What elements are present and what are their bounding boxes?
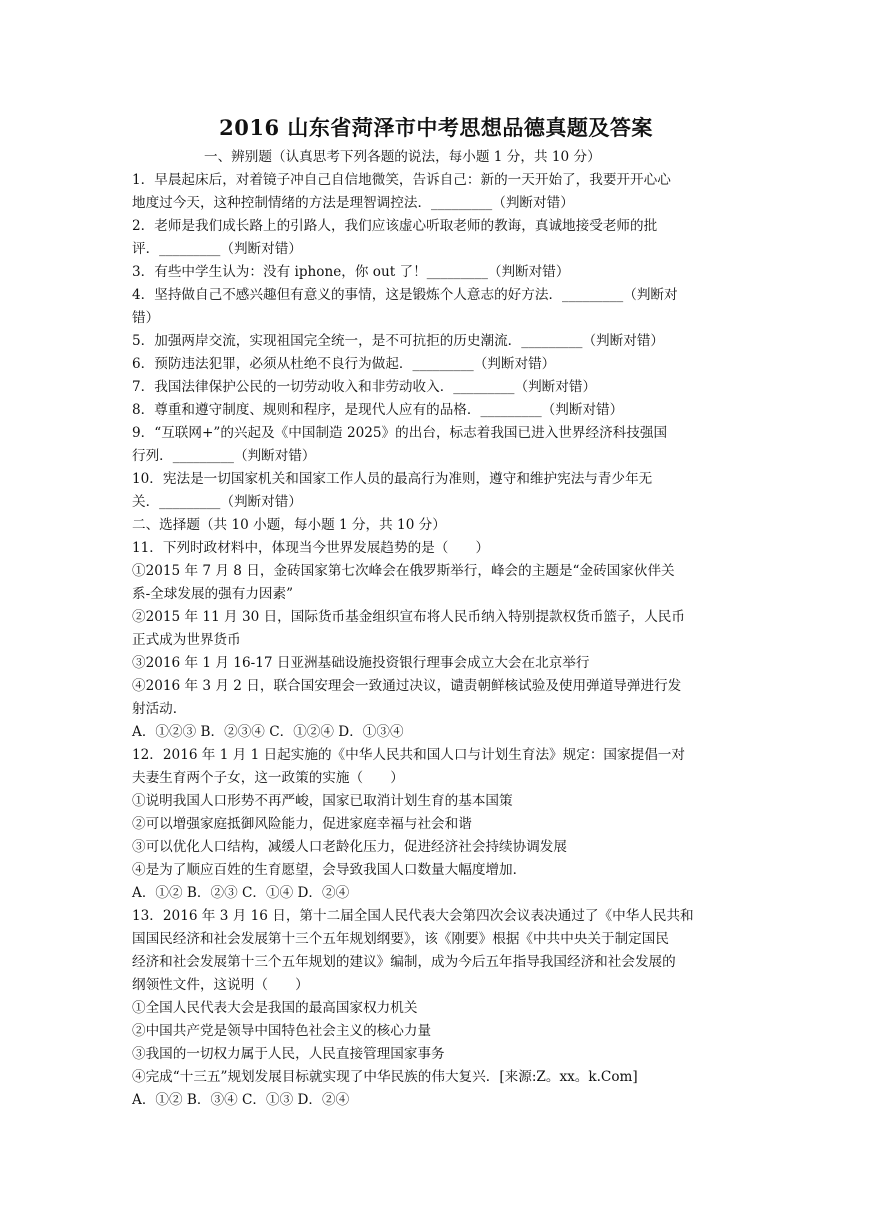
question-line: 纲领性文件，这说明（ ） (132, 977, 309, 993)
question-line: 系-全球发展的强有力因素” (132, 586, 294, 602)
question-line: 地度过今天，这种控制情绪的方法是理智调控法．_________（判断对错） (132, 195, 574, 211)
question-line: 9．“互联网+”的兴起及《中国制造 2025》的出台，标志着我国已进入世界经济科技强国 (132, 425, 668, 441)
question-line: 1．早晨起床后，对着镜子冲自己自信地微笑，告诉自己：新的一天开始了，我要开开心心 (132, 172, 671, 188)
question-line: 2．老师是我们成长路上的引路人，我们应该虚心听取老师的教诲，真诚地接受老师的批 (132, 218, 658, 234)
question-line: ③我国的一切权力属于人民，人民直接管理国家事务 (132, 1046, 445, 1062)
question-line: ④是为了顺应百姓的生育愿望，会导致我国人口数量大幅度增加． (132, 862, 527, 878)
question-line: 夫妻生育两个子女，这一政策的实施（ ） (132, 770, 404, 786)
question-line: 11．下列时政材料中，体现当今世界发展趋势的是（ ） (132, 540, 490, 556)
question-line: 8．尊重和遵守制度、规则和程序，是现代人应有的品格．_________（判断对错） (132, 402, 624, 418)
section-heading: 一、辨别题（认真思考下列各题的说法，每小题 1 分，共 10 分） (204, 149, 601, 165)
question-line: ①2015 年 7 月 8 日，金砖国家第七次峰会在俄罗斯举行，峰会的主题是“金砖国家伙伴关 (132, 563, 675, 579)
question-line: ③可以优化人口结构，减缓人口老龄化压力，促进经济社会持续协调发展 (132, 839, 567, 855)
question-line: 经济和社会发展第十三个五年规划的建议》编制，成为今后五年指导我国经济和社会发展的 (132, 954, 676, 970)
question-line: 3．有些中学生认为：没有 iphone，你 out 了！_________（判断对错） (132, 264, 570, 280)
question-line: ①说明我国人口形势不再严峻，国家已取消计划生育的基本国策 (132, 793, 513, 809)
question-line: ③2016 年 1 月 16-17 日亚洲基础设施投资银行理事会成立大会在北京举行 (132, 655, 590, 671)
question-line: 射活动． (132, 701, 187, 717)
question-body (132, 146, 740, 1112)
question-line: 12．2016 年 1 月 1 日起实施的《中华人民共和国人口与计划生育法》规定：国家提倡一对 (132, 747, 685, 763)
question-line: 正式成为世界货币 (132, 632, 241, 648)
question-line: ②可以增强家庭抵御风险能力，促进家庭幸福与社会和谐 (132, 816, 472, 832)
question-line: 关．_________（判断对错） (132, 494, 302, 510)
question-line: 评．_________（判断对错） (132, 241, 302, 257)
question-line: ④2016 年 3 月 2 日，联合国安理会一致通过决议，谴责朝鲜核试验及使用弹道导弹进行发 (132, 678, 682, 694)
question-line: 错） (132, 310, 160, 326)
question-line: 13．2016 年 3 月 16 日，第十二届全国人民代表大会第四次会议表决通过了《中华人民共和 (132, 908, 694, 924)
question-line: ②中国共产党是领导中国特色社会主义的核心力量 (132, 1023, 432, 1039)
question-line: ②2015 年 11 月 30 日，国际货币基金组织宣布将人民币纳入特别提款权货币篮子，人民币 (132, 609, 685, 625)
answer-options: A．①② B．②③ C．①④ D．②④ (132, 885, 350, 901)
question-line: 6．预防违法犯罪，必须从杜绝不良行为做起．_________（判断对错） (132, 356, 556, 372)
question-line: ①全国人民代表大会是我国的最高国家权力机关 (132, 1000, 418, 1016)
question-line: 行列．_________（判断对错） (132, 448, 316, 464)
question-line: 10．宪法是一切国家机关和国家工作人员的最高行为准则，遵守和维护宪法与青少年无 (132, 471, 653, 487)
question-line: 5．加强两岸交流，实现祖国完全统一，是不可抗拒的历史潮流．_________（判断对错） (132, 333, 665, 349)
answer-options: A．①②③ B．②③④ C．①②④ D．①③④ (132, 724, 404, 740)
section-heading: 二、选择题（共 10 小题，每小题 1 分，共 10 分） (132, 517, 446, 533)
answer-options: A．①② B．③④ C．①③ D．②④ (132, 1092, 350, 1108)
question-line: ④完成“十三五”规划发展目标就实现了中华民族的伟大复兴．[来源:Z。xx。k.Com] (132, 1069, 638, 1085)
question-line: 4．坚持做自己不感兴趣但有意义的事情，这是锻炼个人意志的好方法．_________（判断对 (132, 287, 678, 303)
page-title: 2016 山东省菏泽市中考思想品德真题及答案 (219, 115, 653, 140)
document-page (132, 112, 740, 1112)
question-line: 国国民经济和社会发展第十三个五年规划纲要》，该《刚要》根据《中共中央关于制定国民 (132, 931, 669, 947)
question-line: 7．我国法律保护公民的一切劳动收入和非劳动收入．_________（判断对错） (132, 379, 597, 395)
